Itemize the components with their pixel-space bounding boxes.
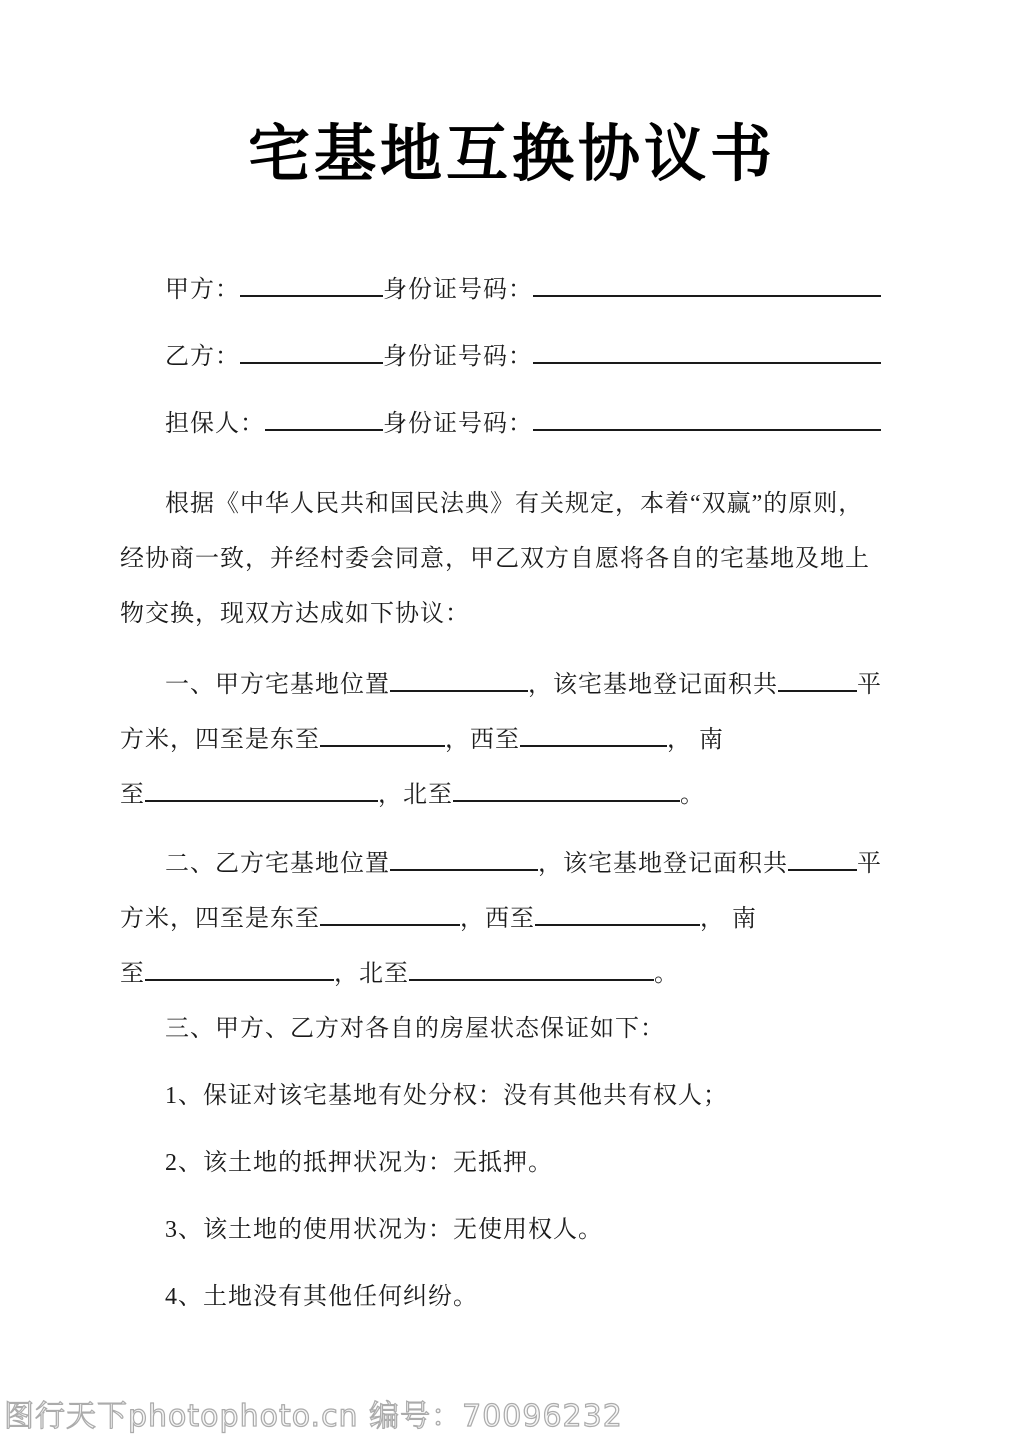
text-run: 至 bbox=[120, 782, 145, 808]
text-run: 物交换，现双方达成如下协议： bbox=[120, 601, 470, 627]
text-block bbox=[120, 1203, 910, 1258]
text-run: ，该宅基地登记面积共 bbox=[528, 672, 778, 698]
text-run: ，西至 bbox=[460, 906, 535, 932]
text-block bbox=[120, 1069, 910, 1124]
text-run: ，该宅基地登记面积共 bbox=[538, 851, 788, 877]
text-block bbox=[120, 1002, 910, 1057]
text-run: 方米，四至是东至 bbox=[120, 906, 320, 932]
text-line bbox=[120, 1136, 910, 1191]
fill-in-blank-line bbox=[409, 977, 654, 981]
fill-in-blank-line bbox=[533, 427, 881, 431]
fill-in-blank-line bbox=[778, 688, 857, 692]
fill-in-blank-line bbox=[320, 922, 460, 926]
text-run: 。 bbox=[654, 961, 679, 987]
text-run: 2、该土地的抵押状况为：无抵押。 bbox=[165, 1150, 553, 1176]
text-line bbox=[120, 477, 910, 532]
text-line bbox=[120, 768, 910, 823]
text-run: ， 南 bbox=[667, 727, 724, 753]
text-block bbox=[120, 837, 910, 1002]
text-run: 甲方： bbox=[165, 277, 240, 303]
fill-in-blank-line bbox=[520, 743, 667, 747]
party-row bbox=[120, 410, 910, 438]
text-run: 身份证号码： bbox=[383, 277, 533, 303]
text-line bbox=[120, 713, 910, 768]
text-run: 身份证号码： bbox=[383, 411, 533, 437]
fill-in-blank-line bbox=[533, 360, 881, 364]
text-run: 至 bbox=[120, 961, 145, 987]
fill-in-blank-line bbox=[390, 688, 528, 692]
text-run: 身份证号码： bbox=[383, 344, 533, 370]
text-run: 乙方： bbox=[165, 344, 240, 370]
document-body bbox=[120, 477, 910, 1325]
text-line bbox=[120, 658, 910, 713]
text-run: 二、乙方宅基地位置 bbox=[165, 851, 390, 877]
document-content bbox=[120, 276, 910, 1325]
text-line bbox=[120, 1203, 910, 1258]
text-line bbox=[120, 1002, 910, 1057]
text-run: 担保人： bbox=[165, 411, 265, 437]
text-run: 1、保证对该宅基地有处分权：没有其他共有权人； bbox=[165, 1083, 728, 1109]
text-line bbox=[120, 1270, 910, 1325]
text-run: 3、该土地的使用状况为：无使用权人。 bbox=[165, 1217, 603, 1243]
text-block bbox=[120, 1270, 910, 1325]
fill-in-blank-line bbox=[240, 293, 383, 297]
text-line bbox=[120, 947, 910, 1002]
text-run: 经协商一致，并经村委会同意，甲乙双方自愿将各自的宅基地及地上 bbox=[120, 546, 870, 572]
text-run: 一、甲方宅基地位置 bbox=[165, 672, 390, 698]
text-line bbox=[120, 587, 910, 642]
text-run: 三、甲方、乙方对各自的房屋状态保证如下： bbox=[165, 1016, 665, 1042]
text-line bbox=[120, 837, 910, 892]
fill-in-blank-line bbox=[535, 922, 700, 926]
text-run: 根据《中华人民共和国民法典》有关规定，本着“双赢”的原则， bbox=[165, 491, 864, 517]
text-run: 。 bbox=[680, 782, 705, 808]
text-run: 平 bbox=[857, 851, 882, 877]
text-block bbox=[120, 477, 910, 642]
text-run: 4、土地没有其他任何纠纷。 bbox=[165, 1284, 478, 1310]
text-line bbox=[120, 1069, 910, 1124]
watermark-text: 图行天下photophoto.cn 编号：70096232 bbox=[4, 1399, 623, 1434]
text-run: ，西至 bbox=[445, 727, 520, 753]
fill-in-blank-line bbox=[533, 293, 881, 297]
fill-in-blank-line bbox=[788, 867, 857, 871]
fill-in-blank-line bbox=[240, 360, 383, 364]
text-run: ，北至 bbox=[378, 782, 453, 808]
party-rows bbox=[120, 276, 910, 438]
text-run: ， 南 bbox=[700, 906, 757, 932]
fill-in-blank-line bbox=[390, 867, 538, 871]
text-run: 方米，四至是东至 bbox=[120, 727, 320, 753]
text-block bbox=[120, 658, 910, 823]
fill-in-blank-line bbox=[265, 427, 383, 431]
document-title: 宅基地互换协议书 bbox=[247, 121, 776, 189]
fill-in-blank-line bbox=[453, 798, 680, 802]
fill-in-blank-line bbox=[145, 977, 334, 981]
fill-in-blank-line bbox=[320, 743, 445, 747]
text-line bbox=[120, 892, 910, 947]
text-run: ，北至 bbox=[334, 961, 409, 987]
text-line bbox=[120, 532, 910, 587]
fill-in-blank-line bbox=[145, 798, 378, 802]
party-row bbox=[120, 343, 910, 371]
text-run: 平 bbox=[857, 672, 882, 698]
text-block bbox=[120, 1136, 910, 1191]
party-row bbox=[120, 276, 910, 304]
